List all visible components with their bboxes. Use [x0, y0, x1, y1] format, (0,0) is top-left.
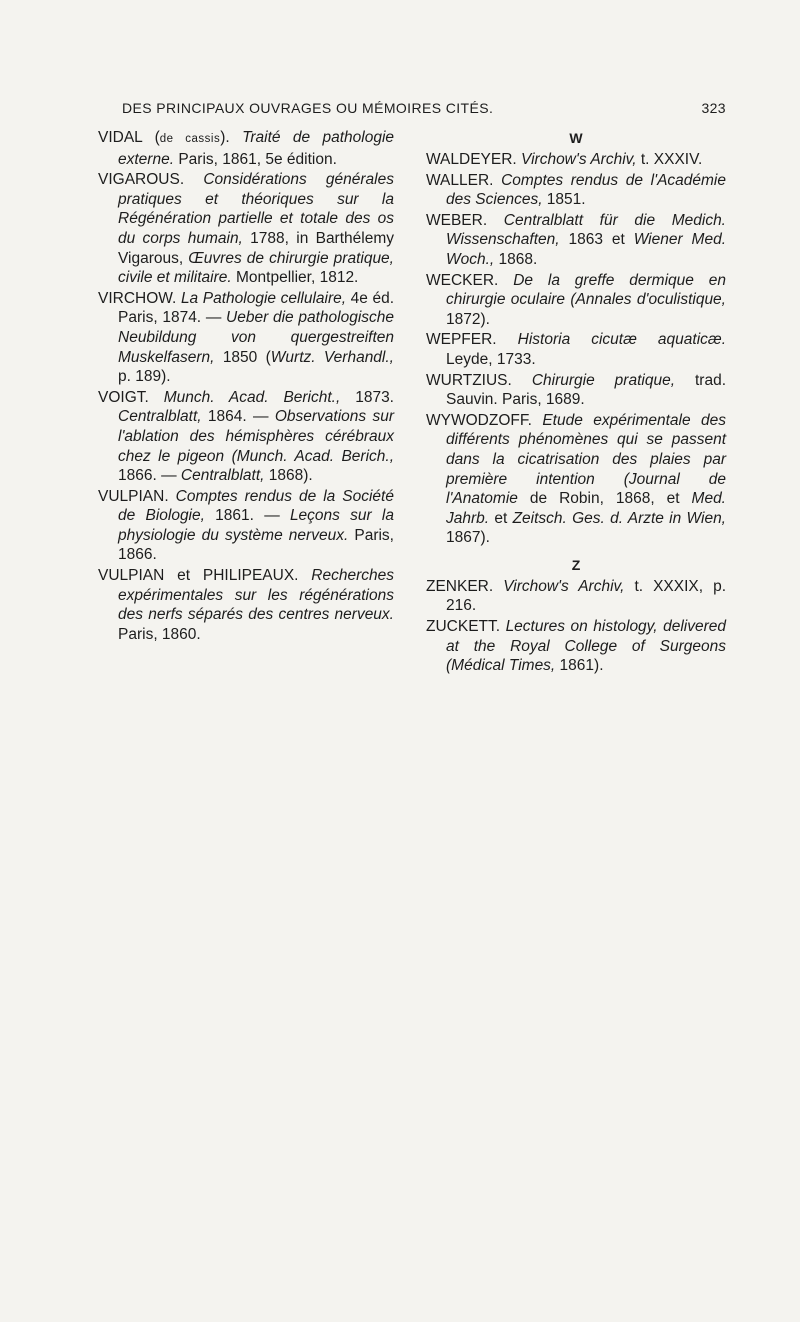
entry-title: De la greffe dermique en chirurgie oculaire (Annales d'oculistique,: [446, 271, 726, 309]
running-header-title: DES PRINCIPAUX OUVRAGES OU MÉMOIRES CITÉS.: [122, 100, 494, 116]
bibliography-entry-wywodzoff: [426, 411, 726, 548]
entry-title: Observations sur l'ablation des hémisphères cérébraux chez le pigeon (Munch. Acad. Berich.,: [118, 408, 394, 465]
entry-author: ZENKER.: [426, 577, 504, 595]
entry-text: 1872).: [446, 310, 490, 328]
entry-text: 1868).: [264, 467, 313, 485]
entry-text: p. 189).: [118, 368, 171, 386]
entry-text: 4e éd. Paris, 1874. —: [118, 289, 394, 327]
entry-title: Leçons sur la physiologie du système nerveux.: [118, 507, 394, 544]
bibliography-entry-wecker: [426, 271, 726, 330]
running-header: [98, 100, 726, 120]
entry-author: VOIGT.: [98, 388, 164, 406]
entry-text: 1851.: [542, 191, 586, 209]
entry-author: VIRCHOW.: [98, 289, 181, 307]
bibliography-entry-vulpian: [98, 487, 394, 565]
entry-author: VULPIAN et PHILIPEAUX.: [98, 567, 312, 585]
entry-text: Paris, 1860.: [118, 625, 201, 643]
entry-title: Wurtz. Verhandl.,: [270, 348, 394, 366]
bibliography-entry-wepfer: [426, 330, 726, 369]
bibliography-entry-vulpian-philipeaux: [98, 566, 394, 644]
bibliography-entry-virchow: [98, 289, 394, 387]
entry-title: Considérations générales pratiques et théoriques sur la Régénération partielle et totale des os du corps humain,: [118, 171, 394, 247]
right-column: [426, 128, 726, 677]
entry-text: de cassis: [159, 133, 221, 145]
section-heading-z: Z: [571, 556, 581, 573]
entry-text: Paris, 1866.: [118, 526, 394, 564]
entry-author: VIDAL: [98, 129, 143, 146]
entry-author: WYWODZOFF.: [426, 411, 543, 429]
entry-title: Zeitsch. Ges. d. Arzte in Wien,: [512, 509, 726, 527]
entry-title: Virchow's Archiv,: [521, 151, 637, 168]
bibliography-entry-vigarous: [98, 170, 394, 288]
entry-title: Recherches expérimentales sur les régénérations des nerfs séparés des centres nerveux.: [118, 567, 394, 624]
entry-title: Comptes rendus de la Société de Biologie,: [118, 487, 394, 525]
entry-text: 1861. —: [204, 507, 290, 525]
entry-title: Centralblatt,: [180, 467, 265, 485]
entry-author: WEBER.: [426, 211, 504, 229]
entry-title: Œuvres de chirurgie pratique, civile et militaire.: [118, 249, 394, 287]
entry-author: VIGAROUS.: [98, 171, 204, 189]
section-heading-w: W: [569, 130, 583, 146]
entry-title: Traité de pathologie externe.: [118, 129, 395, 168]
entry-text: Montpellier, 1812.: [231, 269, 359, 287]
bibliography-entry-vidal: [98, 128, 394, 169]
entry-text: et: [489, 509, 513, 527]
entry-title: Ueber die pathologische Neubildung von quergestreiften Muskelfasern,: [118, 309, 395, 366]
entry-text: de Robin, 1868, et: [517, 490, 692, 508]
entry-author: WECKER.: [426, 271, 514, 289]
entry-text: trad. Sauvin. Paris, 1689.: [446, 371, 727, 409]
bibliography-entry-weber: [426, 211, 726, 270]
left-column: [98, 128, 394, 645]
entry-author: WURTZIUS.: [426, 371, 532, 389]
bibliography-entry-zenker: [426, 577, 726, 616]
entry-text: 1864. —: [201, 408, 275, 426]
entry-text: 1873.: [340, 388, 394, 406]
entry-title: La Pathologie cellulaire,: [180, 289, 347, 307]
entry-author: ZUCKETT.: [426, 618, 506, 636]
entry-text: 1867).: [446, 529, 490, 547]
entry-text: ).: [220, 129, 243, 146]
entry-text: 1866. —: [118, 467, 181, 485]
bibliography-entry-zuckett: [426, 617, 726, 676]
entry-title: Lectures on histology, delivered at the Royal College of Surgeons (Médical Times,: [446, 618, 726, 675]
entry-author: WALDEYER.: [426, 151, 522, 168]
bibliography-entry-voigt: [98, 388, 394, 486]
bibliography-entry-wurtzius: [426, 371, 726, 410]
entry-author: WALLER.: [426, 171, 502, 189]
entry-title: Chirurgie pratique,: [531, 371, 676, 389]
entry-author: VULPIAN.: [98, 487, 176, 505]
entry-title: Comptes rendus de l'Académie des Sciences,: [446, 171, 726, 209]
entry-title: Wiener Med. Woch.,: [446, 231, 726, 268]
entry-text: 1850 (: [214, 348, 271, 366]
page-number: 323: [701, 100, 726, 116]
entry-title: Virchow's Archiv,: [503, 577, 625, 595]
bibliography-entry-waller: [426, 171, 726, 210]
entry-title: Centralblatt,: [118, 408, 202, 426]
entry-text: t. XXXIV.: [636, 151, 703, 168]
entry-text: 1861).: [555, 657, 604, 675]
entry-text: 1868.: [494, 250, 538, 268]
entry-title: Munch. Acad. Bericht.,: [163, 388, 341, 406]
entry-text: 1788, in Barthélemy Vigarous,: [118, 229, 394, 267]
entry-text: Leyde, 1733.: [446, 350, 536, 368]
entry-title: Etude expérimentale des différents phénomènes qui se passent dans la cicatrisation des plaies par première intention (Journal de l'Anatomie: [446, 411, 726, 508]
entry-text: (: [142, 129, 160, 146]
entry-title: Centralblatt für die Medich. Wissenschaften,: [446, 211, 726, 249]
entry-text: Paris, 1861, 5e édition.: [174, 150, 337, 168]
entry-text: t. XXXIX, p. 216.: [446, 577, 727, 615]
entry-title: Med. Jahrb.: [446, 490, 726, 527]
entry-author: WEPFER.: [426, 331, 518, 349]
entry-title: Historia cicutæ aquaticæ.: [517, 331, 726, 349]
bibliography-entry-waldeyer: [426, 150, 726, 170]
entry-text: 1863 et: [559, 231, 634, 249]
